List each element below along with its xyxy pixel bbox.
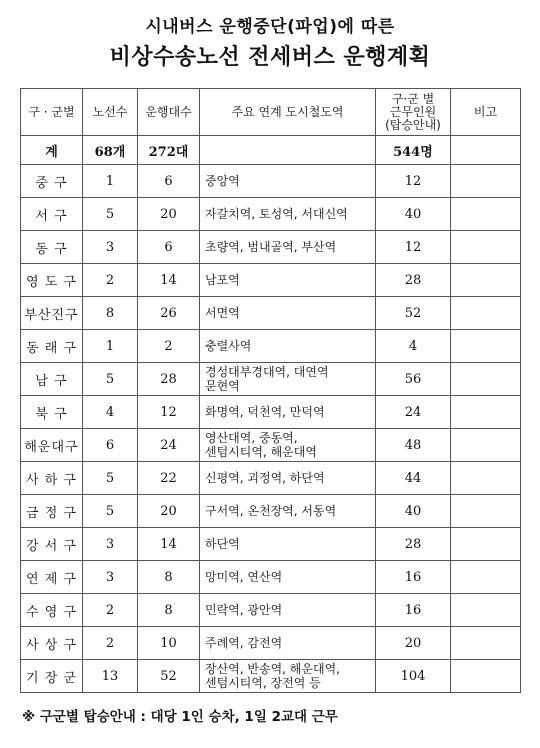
routes-cell: 2 [83,594,138,627]
note-cell [451,429,521,462]
stations-cell: 하단역 [200,528,376,561]
staff-cell: 44 [376,462,451,495]
buses-cell: 20 [138,495,200,528]
total-routes: 68개 [83,136,138,165]
staff-cell: 104 [376,660,451,693]
stations-cell: 서면역 [200,297,376,330]
header-stations: 주요 연계 도시철도역 [200,89,376,136]
routes-cell: 5 [83,462,138,495]
total-label: 계 [21,136,83,165]
district-cell: 해운대구 [21,429,83,462]
note-cell [451,528,521,561]
routes-cell: 13 [83,660,138,693]
note-cell [451,660,521,693]
buses-cell: 28 [138,363,200,396]
table-row [21,528,521,561]
district-cell: 부산진구 [21,297,83,330]
note-cell [451,495,521,528]
note-cell [451,231,521,264]
district-cell: 강 서 구 [21,528,83,561]
note-cell [451,297,521,330]
routes-cell: 3 [83,231,138,264]
district-cell: 수 영 구 [21,594,83,627]
staff-cell: 16 [376,594,451,627]
total-buses: 272대 [138,136,200,165]
staff-cell: 12 [376,165,451,198]
staff-cell: 28 [376,528,451,561]
district-cell: 연 제 구 [21,561,83,594]
routes-cell: 1 [83,330,138,363]
table-row [21,594,521,627]
district-cell: 중 구 [21,165,83,198]
routes-cell: 8 [83,297,138,330]
stations-cell: 신평역, 괴정역, 하단역 [200,462,376,495]
note-cell [451,264,521,297]
bus-plan-table [20,88,521,693]
district-cell: 사 하 구 [21,462,83,495]
note-cell [451,198,521,231]
routes-cell: 2 [83,627,138,660]
routes-cell: 4 [83,396,138,429]
note-cell [451,396,521,429]
stations-cell: 구서역, 온천장역, 서동역 [200,495,376,528]
district-cell: 서 구 [21,198,83,231]
table-row [21,231,521,264]
total-note [451,136,521,165]
stations-cell: 자갈치역, 토성역, 서대신역 [200,198,376,231]
header-buses: 운행대수 [138,89,200,136]
routes-cell: 5 [83,198,138,231]
total-row [21,136,521,165]
district-cell: 북 구 [21,396,83,429]
staff-cell: 48 [376,429,451,462]
header-note: 비고 [451,89,521,136]
district-cell: 영 도 구 [21,264,83,297]
staff-cell: 12 [376,231,451,264]
buses-cell: 14 [138,528,200,561]
stations-cell: 주례역, 감전역 [200,627,376,660]
routes-cell: 1 [83,165,138,198]
total-staff: 544명 [376,136,451,165]
routes-cell: 3 [83,561,138,594]
buses-cell: 14 [138,264,200,297]
staff-cell: 52 [376,297,451,330]
district-cell: 사 상 구 [21,627,83,660]
note-cell [451,627,521,660]
header-district: 구 · 군별 [21,89,83,136]
staff-cell: 4 [376,330,451,363]
routes-cell: 5 [83,495,138,528]
table-row [21,264,521,297]
header-routes: 노선수 [83,89,138,136]
routes-cell: 2 [83,264,138,297]
stations-cell: 민락역, 광안역 [200,594,376,627]
footnote: ※ 구군별 탑승안내 : 대당 1인 승차, 1일 2교대 근무 [22,709,338,725]
stations-cell: 남포역 [200,264,376,297]
buses-cell: 8 [138,594,200,627]
header-staff: 구·군 별 근무인원 (탑승안내) [376,89,451,136]
staff-cell: 16 [376,561,451,594]
table-row [21,627,521,660]
district-cell: 기 장 군 [21,660,83,693]
stations-cell: 중앙역 [200,165,376,198]
buses-cell: 24 [138,429,200,462]
table-row [21,495,521,528]
staff-cell: 20 [376,627,451,660]
table-row [21,462,521,495]
table-row [21,198,521,231]
note-cell [451,561,521,594]
table-row [21,429,521,462]
table-row [21,297,521,330]
routes-cell: 5 [83,363,138,396]
note-cell [451,363,521,396]
district-cell: 금 정 구 [21,495,83,528]
total-stations [200,136,376,165]
buses-cell: 22 [138,462,200,495]
buses-cell: 10 [138,627,200,660]
stations-cell: 초량역, 범내골역, 부산역 [200,231,376,264]
note-cell [451,165,521,198]
buses-cell: 26 [138,297,200,330]
buses-cell: 8 [138,561,200,594]
title-line-2: 비상수송노선 전세버스 운행계획 [109,45,431,70]
staff-cell: 40 [376,198,451,231]
district-cell: 남 구 [21,363,83,396]
stations-cell: 화명역, 덕천역, 만덕역 [200,396,376,429]
table-row [21,165,521,198]
routes-cell: 6 [83,429,138,462]
table-row [21,660,521,693]
stations-cell: 장산역, 반송역, 해운대역, 센텀시티역, 장전역 등 [200,660,376,693]
buses-cell: 6 [138,231,200,264]
header-row [21,89,521,136]
stations-cell: 영산대역, 중동역, 센텀시티역, 해운대역 [200,429,376,462]
staff-cell: 40 [376,495,451,528]
buses-cell: 6 [138,165,200,198]
staff-cell: 24 [376,396,451,429]
stations-cell: 망미역, 연산역 [200,561,376,594]
buses-cell: 2 [138,330,200,363]
stations-cell: 충렬사역 [200,330,376,363]
title-line-1: 시내버스 운행중단(파업)에 따른 [145,17,395,37]
table-row [21,396,521,429]
buses-cell: 12 [138,396,200,429]
district-cell: 동 래 구 [21,330,83,363]
table-row [21,363,521,396]
stations-cell: 경성대부경대역, 대연역 문현역 [200,363,376,396]
note-cell [451,594,521,627]
note-cell [451,462,521,495]
district-cell: 동 구 [21,231,83,264]
routes-cell: 3 [83,528,138,561]
note-cell [451,330,521,363]
buses-cell: 52 [138,660,200,693]
buses-cell: 20 [138,198,200,231]
staff-cell: 56 [376,363,451,396]
staff-cell: 28 [376,264,451,297]
table-row [21,330,521,363]
table-row [21,561,521,594]
